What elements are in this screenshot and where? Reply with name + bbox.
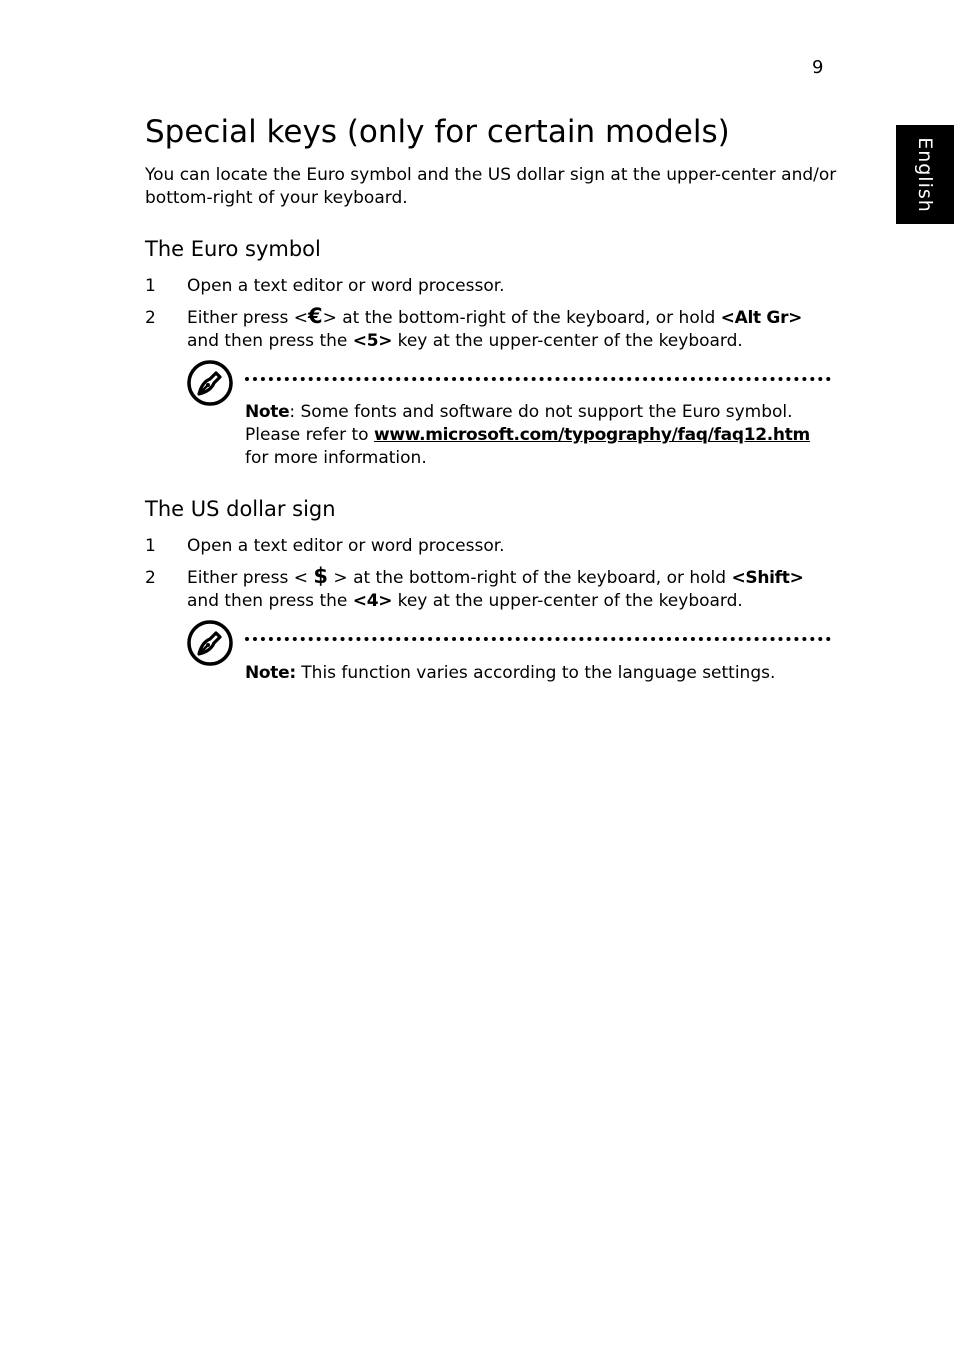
euro-step-1 bbox=[145, 275, 835, 298]
note-divider bbox=[245, 377, 831, 381]
step-number: 1 bbox=[145, 276, 156, 296]
step-number: 2 bbox=[145, 308, 156, 328]
dollar-step-1 bbox=[145, 535, 835, 558]
euro-note: Note: Some fonts and software do not support the Euro symbol. Please refer to www.microsoft.com/typography/faq/faq12.htm for more information. bbox=[245, 402, 810, 468]
euro-step-2 bbox=[145, 304, 835, 353]
step-number: 1 bbox=[145, 536, 156, 556]
alt-gr-key: <Alt Gr> bbox=[720, 308, 803, 328]
language-tab bbox=[896, 125, 954, 224]
dollar-note: Note: This function varies according to the language settings. bbox=[245, 663, 776, 683]
euro-heading: The Euro symbol bbox=[145, 237, 321, 261]
step-text: Open a text editor or word processor. bbox=[187, 276, 505, 296]
step-text: Open a text editor or word processor. bbox=[187, 536, 505, 556]
note-label: Note bbox=[245, 402, 290, 422]
note-label: Note: bbox=[245, 663, 296, 683]
step-text: Either press <€> at the bottom-right of the keyboard, or hold <Alt Gr> and then press the <5> key at the upper-center of the keyboard. bbox=[187, 304, 803, 351]
step-text: Either press < $ > at the bottom-right of the keyboard, or hold <Shift> and then press the <4> key at the upper-center of the keyboard. bbox=[187, 564, 804, 611]
intro-paragraph: You can locate the Euro symbol and the US dollar sign at the upper-center and/or bottom-right of your keyboard. bbox=[145, 165, 837, 208]
dollar-symbol-icon: $ bbox=[313, 564, 329, 588]
four-key: <4> bbox=[352, 591, 393, 611]
dollar-heading: The US dollar sign bbox=[145, 497, 336, 521]
step-number: 2 bbox=[145, 568, 156, 588]
five-key: <5> bbox=[352, 331, 393, 351]
dollar-step-2 bbox=[145, 564, 835, 613]
language-tab-label: English bbox=[914, 136, 937, 213]
note-pen-icon bbox=[186, 359, 234, 407]
microsoft-typography-link[interactable]: www.microsoft.com/typography/faq/faq12.htm bbox=[373, 425, 810, 445]
shift-key: <Shift> bbox=[731, 568, 804, 588]
page-number: 9 bbox=[812, 57, 824, 78]
note-pen-icon bbox=[186, 619, 234, 667]
note-divider bbox=[245, 637, 831, 641]
euro-symbol-icon: € bbox=[307, 304, 323, 328]
page-title: Special keys (only for certain models) bbox=[145, 114, 730, 150]
